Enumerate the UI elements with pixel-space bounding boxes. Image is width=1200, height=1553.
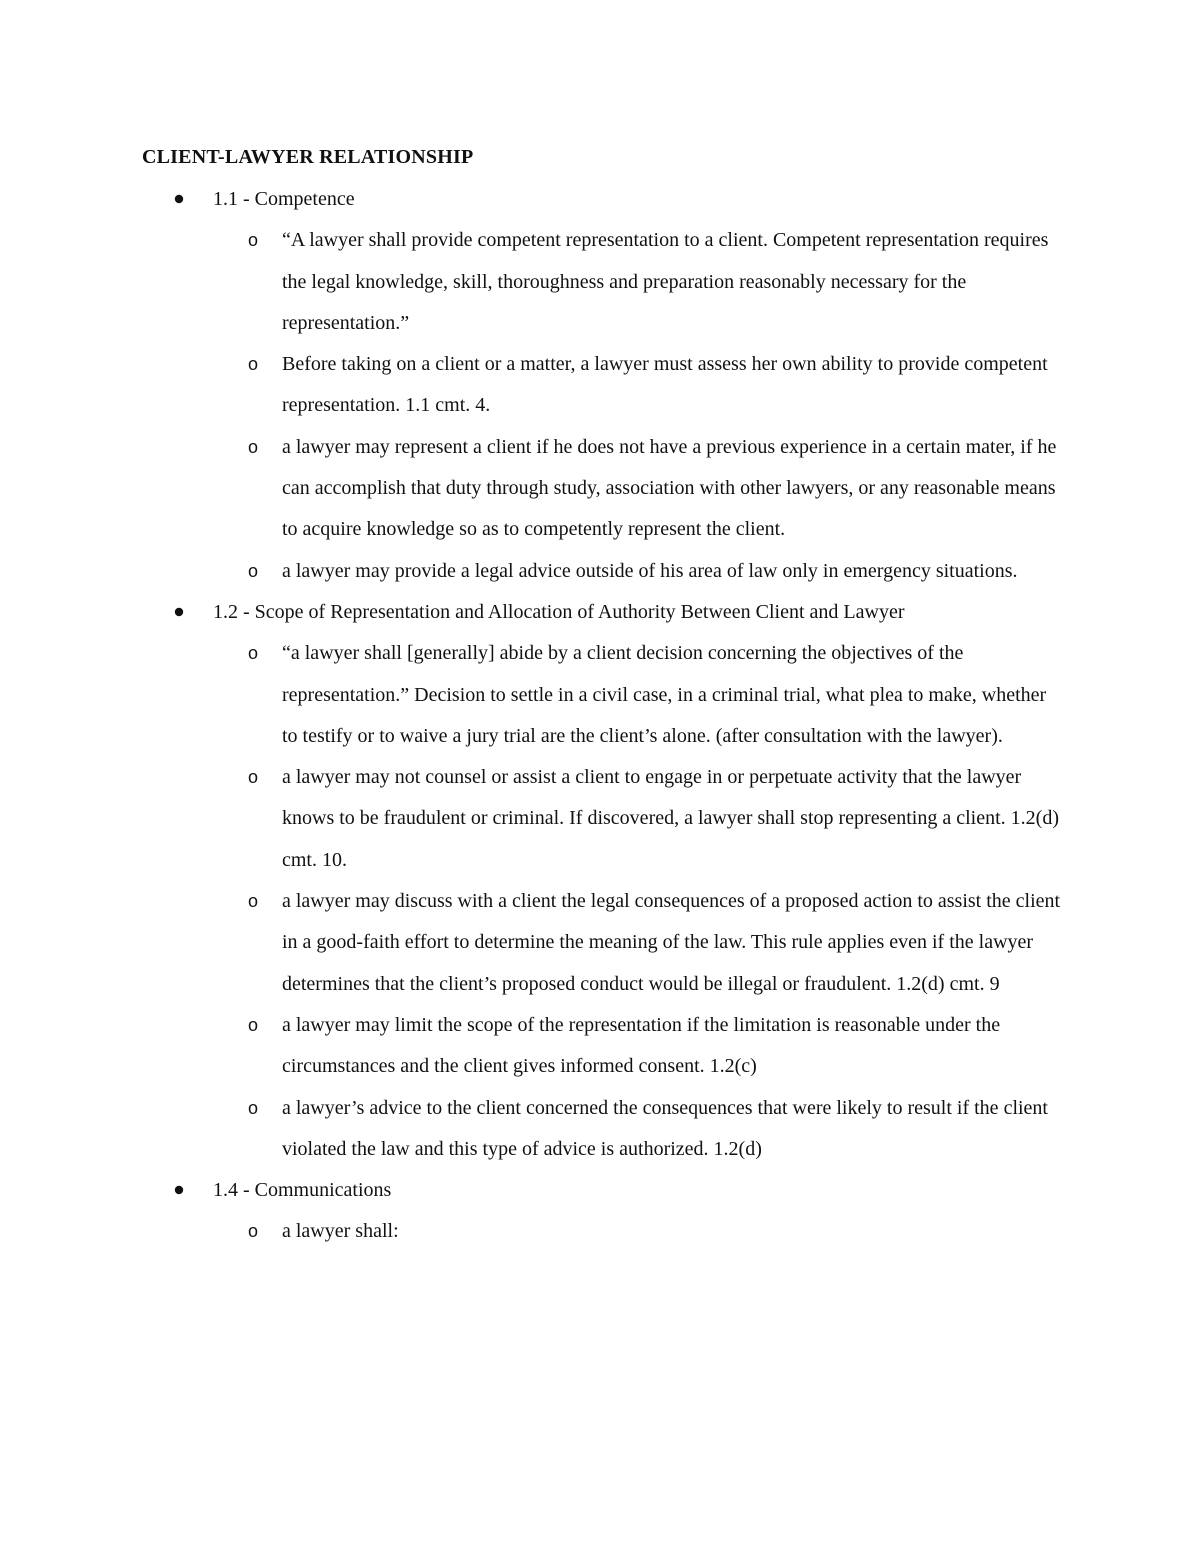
sub-list xyxy=(0,633,1200,1170)
section-heading-text: 1.4 - Communications xyxy=(213,1179,392,1202)
section-heading xyxy=(0,592,1200,633)
section-heading-text: 1.1 - Competence xyxy=(213,188,355,210)
hollow-bullet-icon: o xyxy=(248,1014,259,1035)
hollow-bullet-icon: o xyxy=(248,1097,259,1118)
hollow-bullet-icon: o xyxy=(248,354,259,375)
list-item xyxy=(0,881,1062,1005)
list-item-text: a lawyer may limit the scope of the representation if the limitation is reasonable under the circumstances and the client gives informed consent. 1.2(c) xyxy=(282,1013,1001,1078)
list-item xyxy=(0,757,1062,881)
section-heading xyxy=(0,1170,1200,1211)
list-item xyxy=(0,344,1062,427)
hollow-bullet-icon: o xyxy=(248,230,259,251)
list-item-text: “A lawyer shall provide competent representation to a client. Competent representation requires the legal knowledge, skill, thoroughness and preparation reasonably necessary for the representation.” xyxy=(282,229,1049,334)
list-item xyxy=(0,1211,1062,1252)
hollow-bullet-icon: o xyxy=(248,891,259,912)
document-title: CLIENT-LAWYER RELATIONSHIP xyxy=(142,146,474,168)
section-heading-text: 1.2 - Scope of Representation and Allocation of Authority Between Client and Lawyer xyxy=(213,600,905,623)
section-heading xyxy=(0,179,1200,220)
bullet-icon xyxy=(174,607,184,617)
list-item xyxy=(0,551,1062,592)
list-item-text: “a lawyer shall [generally] abide by a client decision concerning the objectives of the representation.” Decision to settle in a civil case, in a criminal trial, what plea to make, whether to testify or to waive a jury trial are the client’s alone. (after consultation with the lawyer). xyxy=(282,642,1047,747)
sub-list xyxy=(0,220,1200,592)
bullet-icon xyxy=(174,194,184,204)
list-item-text: a lawyer may not counsel or assist a client to engage in or perpetuate activity that the lawyer knows to be fraudulent or criminal. If discovered, a lawyer shall stop representing a client. 1.2(d) cmt. 10. xyxy=(282,766,1059,871)
list-item-text: a lawyer shall: xyxy=(282,1220,399,1243)
list-item-text: a lawyer may provide a legal advice outside of his area of law only in emergency situations. xyxy=(282,559,1018,582)
section-competence xyxy=(0,179,1200,592)
hollow-bullet-icon: o xyxy=(248,1221,259,1242)
list-item xyxy=(0,220,1062,344)
section-scope-of-representation xyxy=(0,592,1200,1170)
hollow-bullet-icon: o xyxy=(248,436,259,457)
list-item xyxy=(0,1088,1062,1171)
hollow-bullet-icon: o xyxy=(248,767,259,788)
hollow-bullet-icon: o xyxy=(248,643,259,664)
sub-list xyxy=(0,1211,1200,1252)
list-item xyxy=(0,427,1062,551)
list-item-text: Before taking on a client or a matter, a lawyer must assess her own ability to provide competent representation. 1.1 cmt. 4. xyxy=(282,353,1048,417)
section-communications xyxy=(0,1170,1200,1253)
rules-outline xyxy=(0,179,1200,1253)
bullet-icon xyxy=(174,1185,184,1195)
list-item xyxy=(0,1005,1062,1088)
list-item-text: a lawyer may discuss with a client the legal consequences of a proposed action to assist the client in a good-faith effort to determine the meaning of the law. This rule applies even if the lawyer determines that the client’s proposed conduct would be illegal or fraudulent. 1.2(d) cmt. 9 xyxy=(282,890,1061,995)
list-item xyxy=(0,633,1062,757)
list-item-text: a lawyer’s advice to the client concerned the consequences that were likely to result if the client violated the law and this type of advice is authorized. 1.2(d) xyxy=(282,1096,1048,1160)
list-item-text: a lawyer may represent a client if he does not have a previous experience in a certain mater, if he can accomplish that duty through study, association with other lawyers, or any reasonable means to acquire knowledge so as to competently represent the client. xyxy=(282,435,1057,541)
hollow-bullet-icon: o xyxy=(248,560,259,581)
